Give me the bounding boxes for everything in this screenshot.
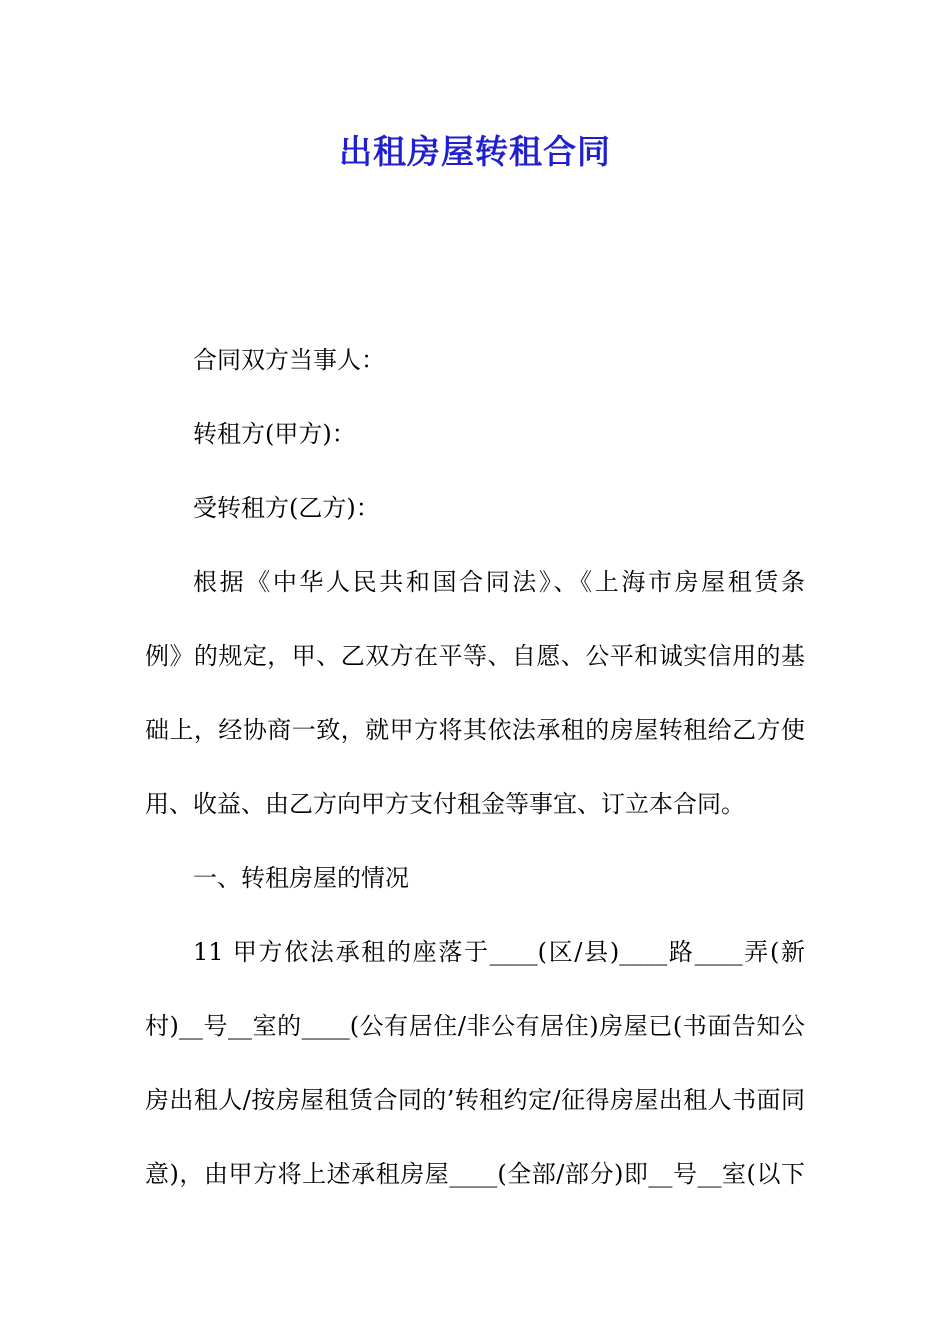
party-heading: 合同双方当事人： [193, 346, 385, 374]
preamble-line-3: 础上，经协商一致，就甲方将其依法承租的房屋转租给乙方使 [145, 716, 805, 744]
clause-1-1-line-4: 意)，由甲方将上述承租房屋____(全部/部分)即__号__室(以下 [145, 1160, 805, 1188]
preamble-line-4: 用、收益、由乙方向甲方支付租金等事宜、订立本合同。 [145, 790, 745, 818]
preamble-line-1: 根据《中华人民共和国合同法》、《上海市房屋租赁条 [193, 568, 805, 596]
party-a-line: 转租方(甲方)： [193, 420, 356, 448]
section-1-heading: 一、转租房屋的情况 [193, 864, 409, 892]
clause-1-1-line-2: 村)__号__室的____(公有居住/非公有居住)房屋已(书面告知公 [145, 1012, 805, 1040]
preamble-line-2: 例》的规定，甲、乙双方在平等、自愿、公平和诚实信用的基 [145, 642, 805, 670]
clause-1-1-line-3: 房出租人/按房屋租赁合同的’转租约定/征得房屋出租人书面同 [145, 1086, 805, 1114]
party-b-line: 受转租方(乙方)： [193, 494, 380, 522]
document-title: 出租房屋转租合同 [339, 132, 611, 171]
clause-1-1-line-1: 11 甲方依法承租的座落于____(区/县)____路____弄(新 [193, 938, 805, 966]
